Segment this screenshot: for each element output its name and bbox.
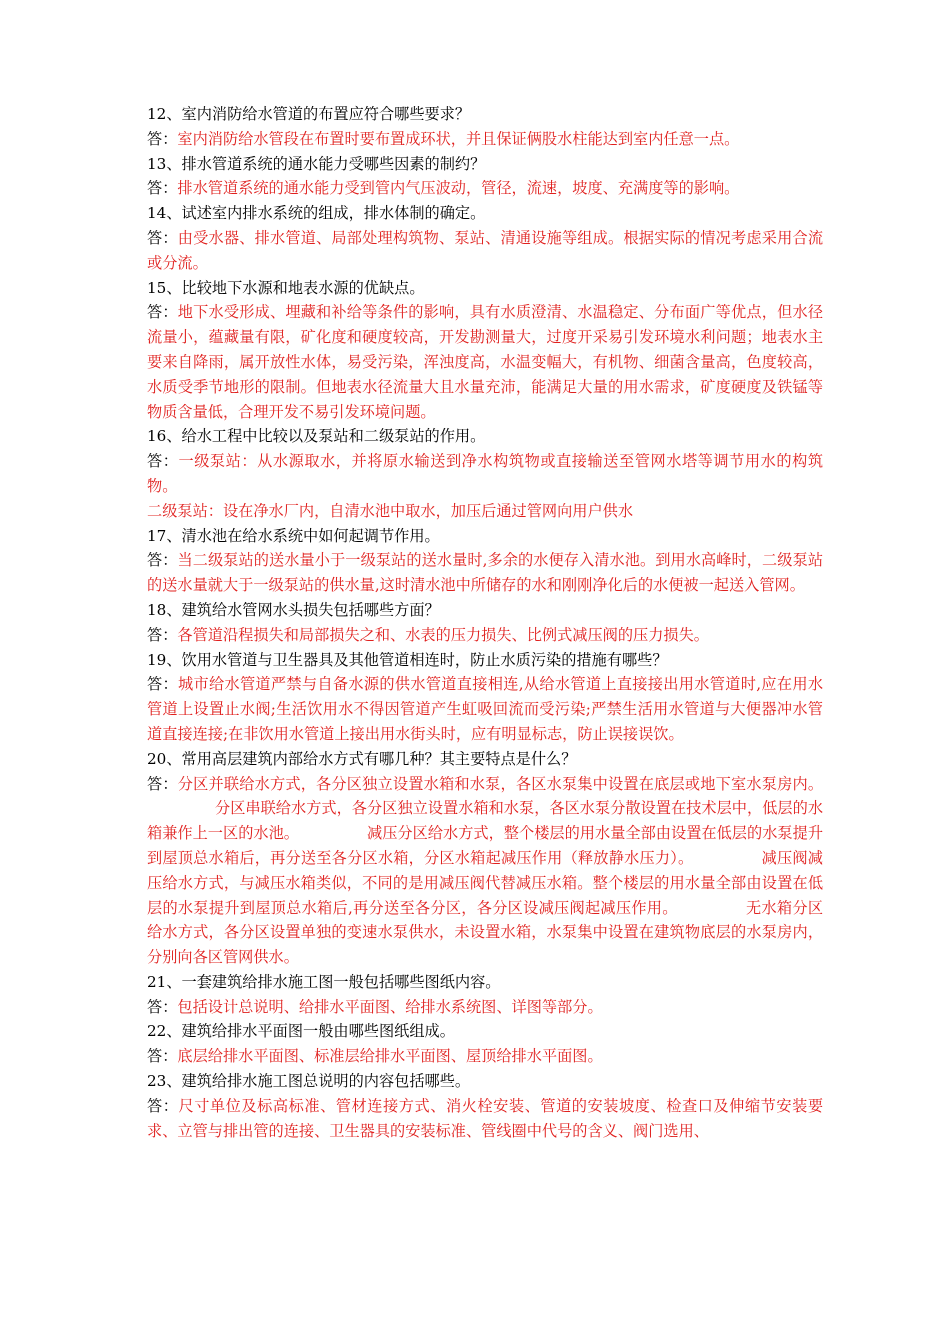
answer-label: 答： (147, 452, 179, 471)
question-17: 17、清水池在给水系统中如何起调节作用。 (147, 526, 440, 545)
answer-23: 答：尺寸单位及标高标准、管材连接方式、消火栓安装、管道的安装坡度、检查口及伸缩节安装要求、立管与排出管的连接、卫生器具的安装标准、管线圈中代号的含义、阀门选用、 (147, 1096, 824, 1140)
question-21: 21、一套建筑给排水施工图一般包括哪些图纸内容。 (147, 972, 501, 991)
answer-13: 答：排水管道系统的通水能力受到管内气压波动，管径，流速，坡度、充满度等的影响。 (147, 179, 740, 198)
answer-label: 答： (147, 179, 178, 198)
answer-label: 答： (147, 675, 178, 694)
answer-14: 答：由受水器、排水管道、局部处理构筑物、泵站、清通设施等组成。根据实际的情况考虑采用合流或分流。 (147, 228, 824, 272)
answer-label: 答： (147, 774, 178, 793)
question-16: 16、给水工程中比较以及泵站和二级泵站的作用。 (147, 427, 486, 446)
answer-17: 答：当二级泵站的送水量小于一级泵站的送水量时,多余的水便存入清水池。到用水高峰时，二级泵站的送水量就大于一级泵站的供水量,这时清水池中所储存的水和刚刚净化后的水便被一起送入管网。 (147, 551, 824, 595)
answer-label: 答： (147, 1096, 179, 1115)
question-20: 20、常用高层建筑内部给水方式有哪几种？其主要特点是什么？ (147, 749, 577, 768)
question-15: 15、比较地下水源和地表水源的优缺点。 (147, 278, 425, 297)
question-13: 13、排水管道系统的通水能力受哪些因素的制约？ (147, 154, 486, 173)
answer-label: 答： (147, 997, 178, 1016)
answer-16-extra: 二级泵站：设在净水厂内，自清水池中取水，加压后通过管网向用户供水 (147, 501, 633, 520)
answer-label: 答： (147, 228, 178, 247)
answer-21: 答：包括设计总说明、给排水平面图、给排水系统图、详图等部分。 (147, 997, 603, 1016)
answer-label: 答： (147, 625, 178, 644)
answer-19: 答：城市给水管道严禁与自备水源的供水管道直接相连,从给水管道上直接接出用水管道时,应在用水管道上设置止水阀;生活饮用水不得因管道产生虹吸回流而受污染;严禁生活用水管道与大便器冲水管道直接连接;在非饮用水管道上接出用水街头时，应有明显标志，防止误接误饮。 (147, 675, 824, 743)
question-12: 12、室内消防给水管道的布置应符合哪些要求？ (147, 105, 471, 123)
question-14: 14、试述室内排水系统的组成，排水体制的确定。 (147, 204, 486, 223)
answer-label: 答： (147, 551, 178, 570)
answer-label: 答： (147, 303, 178, 322)
question-22: 22、建筑给排水平面图一般由哪些图纸组成。 (147, 1022, 455, 1041)
document-page (147, 102, 823, 1143)
answer-18: 答：各管道沿程损失和局部损失之和、水表的压力损失、比例式减压阀的压力损失。 (147, 625, 709, 644)
answer-label: 答： (147, 129, 178, 148)
question-18: 18、建筑给水管网水头损失包括哪些方面？ (147, 600, 440, 619)
answer-12: 答：室内消防给水管段在布置时要布置成环状，并且保证俩股水柱能达到室内任意一点。 (147, 129, 740, 148)
question-19: 19、饮用水管道与卫生器具及其他管道相连时，防止水质污染的措施有哪些？ (147, 650, 668, 669)
answer-20: 答：分区并联给水方式，各分区独立设置水箱和水泵，各区水泵集中设置在底层或地下室水泵房内。分区串联给水方式，各分区独立设置水箱和水泵，各区水泵分散设置在技术层中，低层的水箱兼作上一区的水池。 减压分区给水方式，整个楼层的用水量全部由设置在低层的水泵提升到屋顶总水箱后，再分送至各分区水箱，分区水箱起减压作用（释放静水压力）。 减压阀减压给水方式，与减压水箱类似，不同的是用减压阀代替减压水箱。整个楼层的用水量全部由设置在低层的水泵提升到屋顶总水箱后,再分送至各分区，各分区设减压阀起减压作用。 无水箱分区给水方式，各分区设置单独的变速水泵供水，未设置水箱，水泵集中设置在建筑物底层的水泵房内，分别向各区管网供水。 (147, 774, 824, 967)
answer-15: 答：地下水受形成、埋藏和补给等条件的影响，具有水质澄清、水温稳定、分布面广等优点，但水径流量小，蕴藏量有限，矿化度和硬度较高，开发勘测量大，过度开采易引发环境水利问题；地表水主要来自降雨，属开放性水体，易受污染，浑浊度高，水温变幅大，有机物、细菌含量高，色度较高，水质受季节地形的限制。但地表水径流量大且水量充沛，能满足大量的用水需求，矿度硬度及铁锰等物质含量低，合理开发不易引发环境问题。 (147, 303, 824, 421)
answer-16: 答：一级泵站：从水源取水，并将原水输送到净水构筑物或直接输送至管网水塔等调节用水的构筑物。 (147, 452, 824, 495)
answer-label: 答： (147, 1047, 178, 1066)
question-23: 23、建筑给排水施工图总说明的内容包括哪些。 (147, 1072, 471, 1091)
answer-22: 答：底层给排水平面图、标准层给排水平面图、屋顶给排水平面图。 (147, 1047, 603, 1066)
